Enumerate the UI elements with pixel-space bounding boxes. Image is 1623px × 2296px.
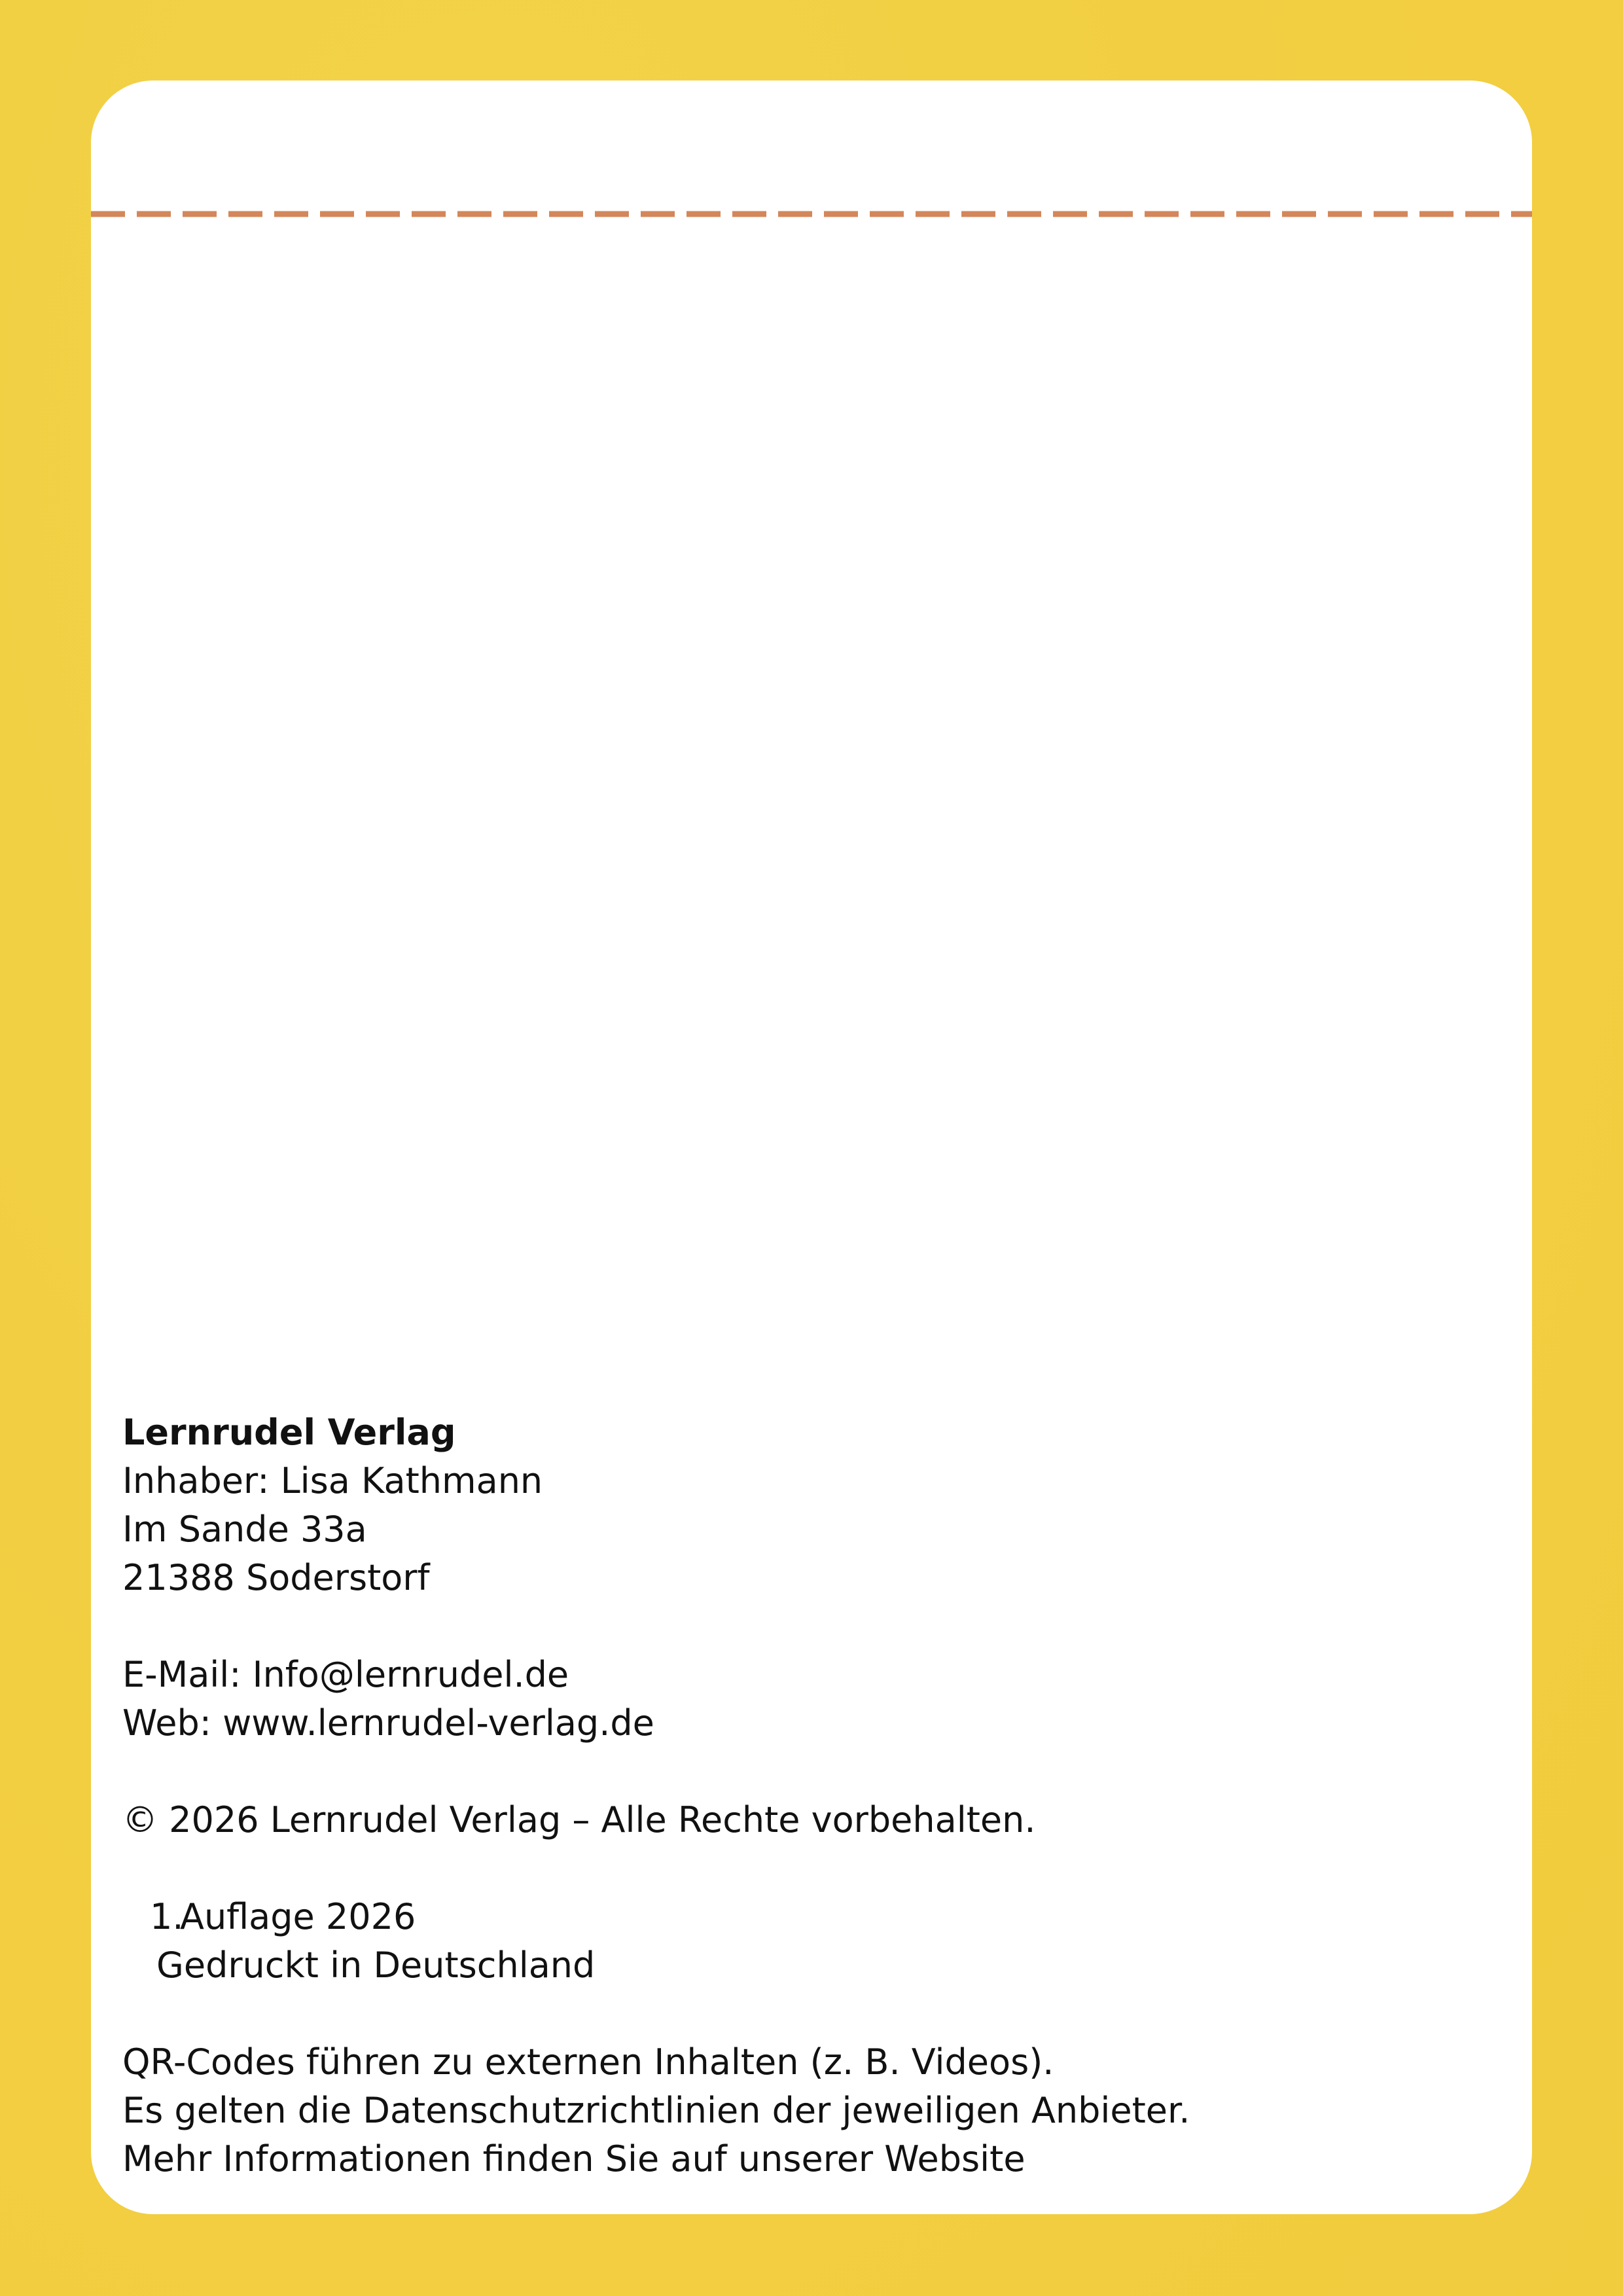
publisher-name: Lernrudel Verlag (122, 1412, 456, 1453)
publisher-city: 21388 Soderstorf (122, 1557, 430, 1598)
edition-label: Auflage 2026 (180, 1896, 416, 1937)
publisher-street: Im Sande 33a (122, 1509, 367, 1550)
contact-email: E-Mail: Info@lernrudel.de (122, 1654, 569, 1695)
edition-line (122, 1893, 1190, 1941)
website-notice: Mehr Informationen finden Sie auf unserer Website (122, 2138, 1026, 2179)
edition-number: 1. (150, 1896, 184, 1937)
contact-web: Web: www.lernrudel-verlag.de (122, 1702, 654, 1744)
imprint-card (91, 81, 1532, 2214)
printed-in: Gedruckt in Deutschland (156, 1945, 596, 1986)
copyright-notice: © 2026 Lernrudel Verlag – Alle Rechte vorbehalten. (122, 1799, 1036, 1840)
imprint-text (122, 1408, 1190, 2183)
privacy-notice: Es gelten die Datenschutzrichtlinien der jeweiligen Anbieter. (122, 2090, 1190, 2131)
qr-notice: QR-Codes führen zu externen Inhalten (z. B. Videos). (122, 2041, 1054, 2083)
publisher-owner: Inhaber: Lisa Kathmann (122, 1460, 543, 1501)
dashed-divider (91, 211, 1532, 217)
